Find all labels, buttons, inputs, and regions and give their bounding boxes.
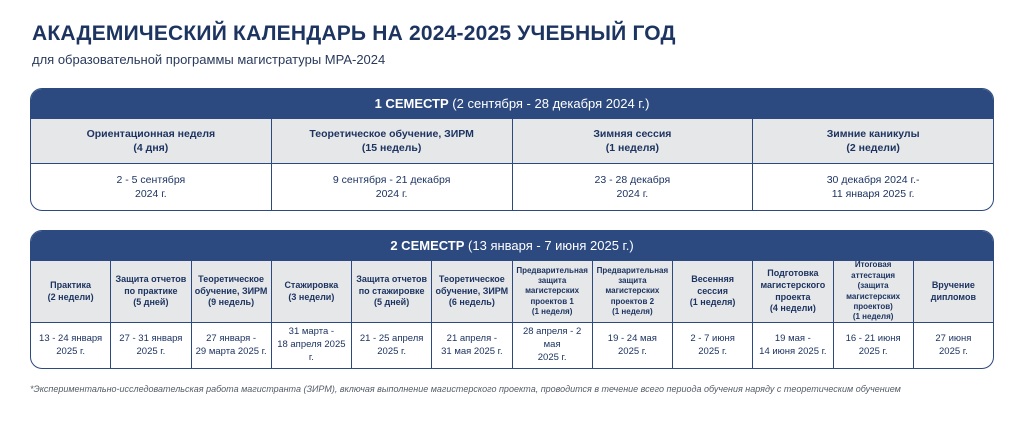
s1-dates-winter-session: 23 - 28 декабря 2024 г. <box>513 164 754 210</box>
semester-1-range: (2 сентября - 28 декабря 2024 г.) <box>452 96 650 111</box>
s1-dates-theory: 9 сентября - 21 декабря 2024 г. <box>272 164 513 210</box>
s2-heading-theory-2: Теоретическое обучение, ЗИРМ (6 недель) <box>432 261 512 322</box>
semester-1-table <box>30 88 994 211</box>
s2-dates-theory-1: 27 января - 29 марта 2025 г. <box>192 323 272 368</box>
semester-2-header <box>31 231 993 261</box>
semester-1-heading-row <box>31 119 993 164</box>
s1-heading-theory: Теоретическое обучение, ЗИРМ (15 недель) <box>272 119 513 163</box>
page-subtitle: для образовательной программы магистратуры MPA-2024 <box>32 52 386 67</box>
semester-1-header <box>31 89 993 119</box>
page-title: АКАДЕМИЧЕСКИЙ КАЛЕНДАРЬ НА 2024-2025 УЧЕБНЫЙ ГОД <box>32 22 676 45</box>
s1-heading-winter-break: Зимние каникулы (2 недели) <box>826 127 920 154</box>
semester-2-range: (13 января - 7 июня 2025 г.) <box>468 238 634 253</box>
s2-dates-predefense-2: 19 - 24 мая 2025 г. <box>593 323 673 368</box>
s2-dates-internship-defense: 21 - 25 апреля 2025 г. <box>352 323 432 368</box>
semester-2-heading-row <box>31 261 993 323</box>
footnote: *Экспериментально-исследовательская работа магистранта (ЗИРМ), включая выполнение магистерского проекта, проводится в течение всего периода обучения наряду с теоретическим обучением <box>30 384 901 394</box>
s2-dates-practice: 13 - 24 января 2025 г. <box>31 323 111 368</box>
s2-heading-final-attestation: Итоговая аттестация (защита магистерских проектов) (1 неделя) <box>834 261 914 322</box>
semester-1-label: 1 СЕМЕСТР <box>374 96 449 111</box>
s2-heading-predefense-1: Предварительная защита магистерских проектов 1 (1 неделя) <box>513 261 593 322</box>
s2-heading-predefense-2: Предварительная защита магистерских проектов 2 (1 неделя) <box>593 261 673 322</box>
s2-dates-diplomas: 27 июня 2025 г. <box>935 332 972 357</box>
s2-dates-final-attestation: 16 - 21 июня 2025 г. <box>834 323 914 368</box>
s1-dates-orientation: 2 - 5 сентября 2024 г. <box>31 164 272 210</box>
s2-heading-practice: Практика (2 недели) <box>31 261 111 322</box>
s2-heading-practice-defense: Защита отчетов по практике (5 дней) <box>111 261 191 322</box>
s2-heading-internship-defense: Защита отчетов по стажировке (5 дней) <box>352 261 432 322</box>
s2-heading-spring-session: Весенняя сессия (1 неделя) <box>673 261 753 322</box>
s2-dates-practice-defense: 27 - 31 января 2025 г. <box>111 323 191 368</box>
semester-2-label: 2 СЕМЕСТР <box>390 238 465 253</box>
s2-heading-theory-1: Теоретическое обучение, ЗИРМ (9 недель) <box>192 261 272 322</box>
semester-2-table <box>30 230 994 369</box>
s2-dates-predefense-1: 28 апреля - 2 мая 2025 г. <box>513 323 593 368</box>
semester-2-dates-row <box>31 323 993 368</box>
s1-heading-orientation: Ориентационная неделя (4 дня) <box>31 119 272 163</box>
s2-heading-project-prep: Подготовка магистерского проекта (4 недели) <box>753 261 833 322</box>
semester-1-dates-row <box>31 164 993 210</box>
s2-heading-diplomas: Вручение дипломов <box>930 279 976 302</box>
s2-dates-project-prep: 19 мая - 14 июня 2025 г. <box>753 323 833 368</box>
s1-heading-winter-session: Зимняя сессия (1 неделя) <box>513 119 754 163</box>
s2-dates-spring-session: 2 - 7 июня 2025 г. <box>673 323 753 368</box>
s2-heading-internship: Стажировка (3 недели) <box>272 261 352 322</box>
s2-dates-internship: 31 марта - 18 апреля 2025 г. <box>272 323 352 368</box>
s2-dates-theory-2: 21 апреля - 31 мая 2025 г. <box>432 323 512 368</box>
s1-dates-winter-break: 30 декабря 2024 г.- 11 января 2025 г. <box>826 173 920 200</box>
